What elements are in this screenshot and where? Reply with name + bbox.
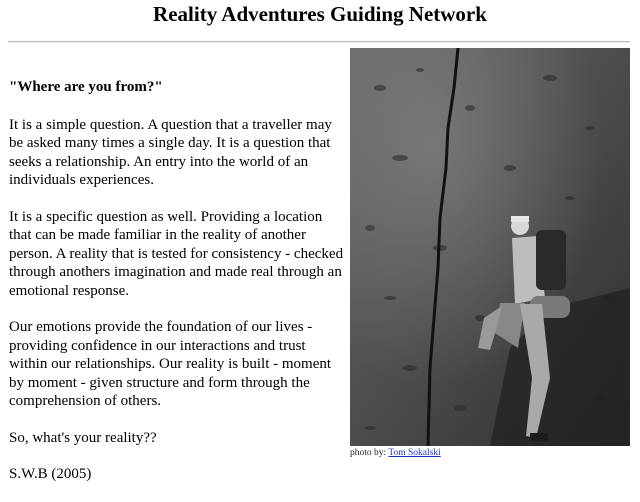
caption-prefix: photo by: bbox=[350, 448, 389, 458]
photographer-link[interactable]: Tom Sokalski bbox=[388, 448, 441, 458]
site-title: Reality Adventures Guiding Network bbox=[153, 2, 487, 26]
climber-photo bbox=[350, 48, 630, 446]
article-signature: S.W.B (2005) bbox=[9, 466, 92, 482]
article-question: "Where are you from?" bbox=[9, 79, 163, 95]
article-text bbox=[9, 78, 345, 502]
article-closing-question: So, what's your reality?? bbox=[9, 429, 157, 446]
article-paragraph: It is a specific question as well. Providing a location that can be made familiar in the reality of another person. A reality that is tested for consistency - checked through anothers imagination and made real through an emotional response. bbox=[9, 208, 344, 299]
photo-caption bbox=[350, 448, 441, 459]
header-divider bbox=[8, 41, 630, 43]
article-paragraph: It is a simple question. A question that a traveller may be asked many times a single day. It is a question that seeks a relationship. An entry into the world of an individuals experiences. bbox=[9, 116, 332, 188]
article-paragraph: Our emotions provide the foundation of our lives - providing confidence in our interactions and trust within our relationships. Our reality is built - moment by moment - given structure and form through the comprehension of others. bbox=[9, 319, 332, 409]
